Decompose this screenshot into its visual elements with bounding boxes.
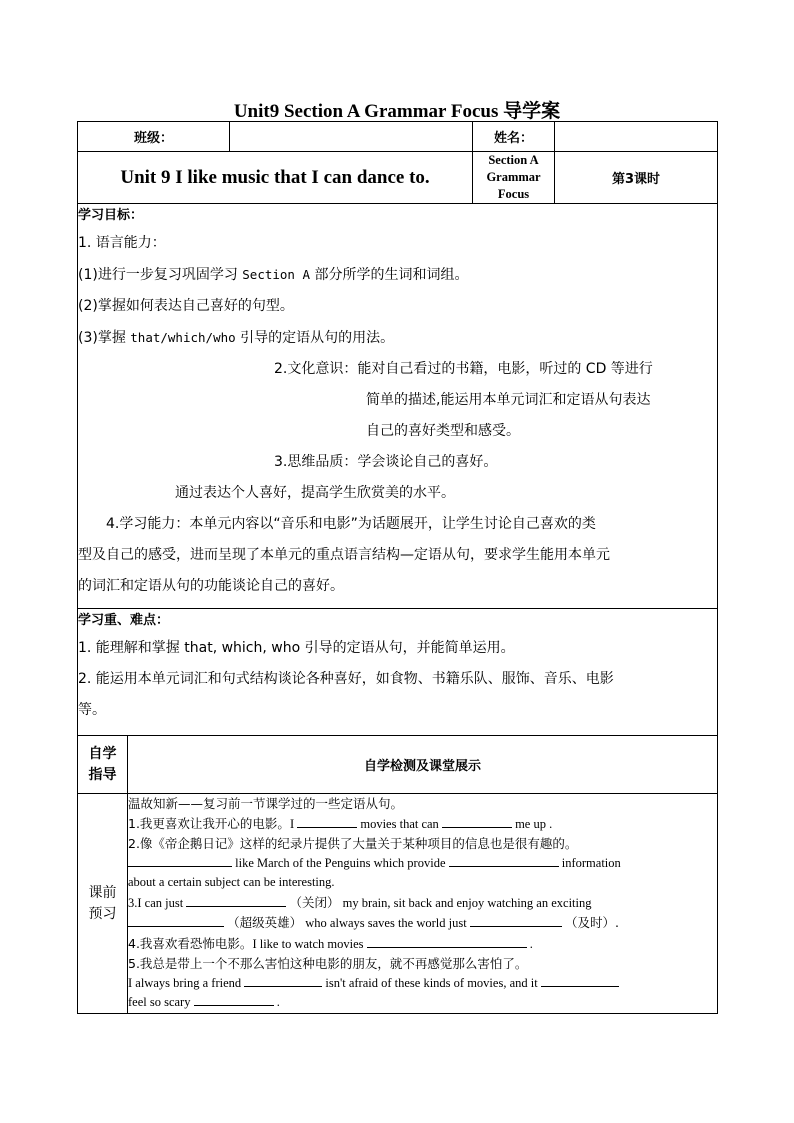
- keypoint-line: 等。: [78, 702, 106, 718]
- objective-line: 通过表达个人喜好，提高学生欣赏美的水平。: [175, 485, 455, 501]
- class-label: 班级：: [78, 122, 230, 152]
- exercise-q5-cn: 5.我总是带上一个不那么害怕这种电影的朋友，就不再感觉那么害怕了。: [128, 956, 528, 971]
- objective-line: 的词汇和定语从句的功能谈论自己的喜好。: [78, 578, 344, 594]
- class-field[interactable]: [230, 122, 473, 152]
- exercise-q2-en: like March of the Penguins which provide information: [128, 854, 717, 874]
- blank-input[interactable]: [128, 854, 232, 867]
- preview-intro: 温故知新——复习前一节课学过的一些定语从句。: [128, 796, 404, 811]
- blank-input[interactable]: [442, 815, 512, 828]
- blank-input[interactable]: [470, 914, 562, 927]
- selfstudy-label: 自学 指导: [78, 736, 128, 794]
- objective-line: 简单的描述,能运用本单元词汇和定语从句表达: [366, 392, 651, 408]
- objective-line: 1. 语言能力：: [78, 235, 166, 251]
- lesson-plan-table: [77, 121, 718, 1014]
- selfstudy-header: 自学检测及课堂展示: [128, 736, 718, 794]
- objectives-section: [78, 204, 718, 609]
- blank-input[interactable]: [367, 935, 527, 948]
- section-line: Section A: [488, 153, 539, 167]
- period-label: 第3课时: [555, 152, 718, 204]
- exercise-q3-cont: （超级英雄） who always saves the world just （及时）.: [128, 913, 717, 934]
- objective-line: 4.学习能力：本单元内容以“音乐和电影”为话题展开，让学生讨论自己喜欢的类: [106, 516, 596, 532]
- blank-input[interactable]: [244, 974, 322, 987]
- keypoint-line: 1. 能理解和掌握 that, which, who 引导的定语从句，并能简单运用。: [78, 640, 515, 656]
- name-label: 姓名：: [473, 122, 555, 152]
- blank-input[interactable]: [128, 914, 224, 927]
- exercise-q2-cn: 2.像《帝企鹅日记》这样的纪录片提供了大量关于某种项目的信息也是很有趣的。: [128, 836, 578, 851]
- blank-input[interactable]: [449, 854, 559, 867]
- title-row: [78, 152, 718, 204]
- keypoints-row: [78, 609, 718, 736]
- objective-line: 自己的喜好类型和感受。: [366, 423, 520, 439]
- info-row: [78, 122, 718, 152]
- blank-input[interactable]: [541, 974, 619, 987]
- section-cell: [473, 152, 555, 204]
- preview-exercises: [128, 794, 718, 1014]
- blank-input[interactable]: [194, 993, 274, 1006]
- document-title-cn: 导学案: [503, 100, 561, 122]
- keypoint-line: 2. 能运用本单元词汇和句式结构谈论各种喜好，如食物、书籍乐队、服饰、音乐、电影: [78, 671, 614, 687]
- objective-line: 3.思维品质：学会谈论自己的喜好。: [274, 454, 498, 470]
- exercise-q4: 4.我喜欢看恐怖电影。I like to watch movies .: [128, 935, 533, 951]
- keypoints-section: [78, 609, 718, 736]
- exercise-q1: 1.我更喜欢让我开心的电影。I movies that can me up .: [128, 815, 553, 831]
- blank-input[interactable]: [186, 894, 286, 907]
- section-line: Grammar: [486, 170, 541, 184]
- preview-row: [78, 794, 718, 1014]
- exercise-q5-en-cont: feel so scary .: [128, 995, 280, 1009]
- objective-line: (1)进行一步复习巩固学习 Section A 部分所学的生词和词组。: [78, 267, 469, 283]
- document-title-en: Unit9 Section A Grammar Focus: [233, 101, 499, 122]
- unit-title: Unit 9 I like music that I can dance to.: [78, 152, 473, 204]
- keypoints-heading: 学习重、难点：: [78, 613, 170, 628]
- exercise-q5-en: I always bring a friend isn't afraid of these kinds of movies, and it: [128, 974, 717, 994]
- objectives-row: [78, 204, 718, 609]
- section-line: Focus: [497, 187, 530, 201]
- objectives-heading: 学习目标：: [78, 208, 144, 223]
- name-field[interactable]: [555, 122, 718, 152]
- objective-line: (2)掌握如何表达自己喜好的句型。: [78, 298, 294, 314]
- exercise-q3: 3.I can just （关闭） my brain, sit back and enjoy watching an exciting: [128, 894, 592, 910]
- preview-label: 课前 预习: [78, 794, 128, 1014]
- objective-line: (3)掌握 that/which/who 引导的定语从句的用法。: [78, 330, 395, 346]
- selfstudy-row: [78, 736, 718, 794]
- objective-line: 型及自己的感受，进而呈现了本单元的重点语言结构—定语从句，要求学生能用本单元: [78, 547, 610, 563]
- exercise-q2-en-cont: about a certain subject can be interesting.: [128, 875, 335, 889]
- blank-input[interactable]: [297, 815, 357, 828]
- document-title: [0, 96, 794, 123]
- objective-line: 2.文化意识：能对自己看过的书籍，电影，听过的 CD 等进行: [274, 361, 653, 377]
